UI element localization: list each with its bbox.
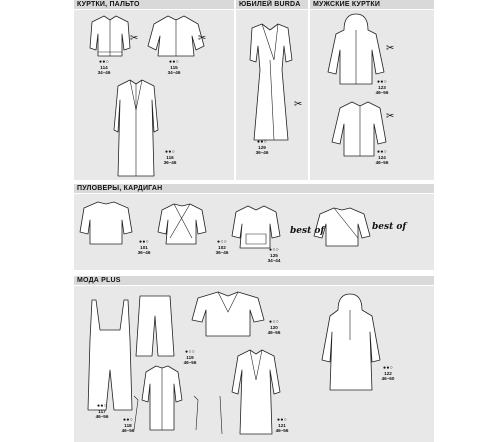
sketch-116 — [114, 80, 158, 176]
section-header-jubilee: ЮБИЛЕЙ BURDA — [236, 0, 308, 9]
model-label-125: ●○○ 125 34–44 — [267, 247, 281, 263]
model-label-115: ●●○ 115 34–46 — [167, 59, 181, 75]
model-label-123: ●●○ 123 46–56 — [375, 79, 389, 95]
section-header-mens: МУЖСКИЕ КУРТКИ — [310, 0, 434, 9]
section-header-plus: МОДА PLUS — [74, 276, 434, 285]
model-label-116: ●●○ 116 36–46 — [163, 149, 177, 165]
model-label-122: ●●○ 122 46–60 — [381, 365, 395, 381]
sketch-123 — [328, 14, 384, 84]
catalog-page — [74, 0, 434, 442]
model-label-129: ●●○ 129 36–46 — [255, 139, 269, 155]
scissors-icon: ✂ — [130, 33, 139, 44]
scissors-icon: ✂ — [294, 99, 303, 110]
model-label-118: ●●○ 118 46–56 — [121, 417, 135, 433]
sketch-115 — [148, 16, 207, 56]
section-header-pullovers: ПУЛОВЕРЫ, КАРДИГАН — [74, 184, 434, 193]
sketch-125 — [232, 206, 280, 248]
best-of-mark: best of — [290, 226, 325, 236]
sketch-122 — [322, 294, 380, 390]
section-header-jackets: КУРТКИ, ПАЛЬТО — [74, 0, 234, 9]
best-of-mark: best of — [372, 222, 407, 232]
model-label-119: ●○○ 119 46–56 — [183, 349, 197, 365]
sketch-120 — [192, 292, 264, 336]
sketch-118 — [134, 366, 198, 430]
sketch-101 — [80, 202, 132, 244]
model-label-121: ●●○ 121 46–56 — [275, 417, 289, 433]
scissors-icon: ✂ — [386, 111, 395, 122]
sketch-114 — [90, 16, 130, 56]
model-label-101: ●●○ 101 36–46 — [137, 239, 151, 255]
sketch-119 — [136, 296, 174, 356]
model-label-102: ●○○ 102 36–46 — [215, 239, 229, 255]
sketch-129 — [250, 24, 292, 140]
model-label-114: ●●○ 114 34–46 — [97, 59, 111, 75]
model-label-117: ●●○ 117 46–56 — [95, 403, 109, 419]
scissors-icon: ✂ — [198, 33, 207, 44]
sketch-102 — [158, 204, 206, 244]
model-label-124: ●●○ 124 46–56 — [375, 149, 389, 165]
model-label-120: ●○○ 120 46–56 — [267, 319, 281, 335]
sketch-124 — [332, 102, 386, 156]
scissors-icon: ✂ — [386, 43, 395, 54]
sketch-117 — [88, 300, 132, 410]
